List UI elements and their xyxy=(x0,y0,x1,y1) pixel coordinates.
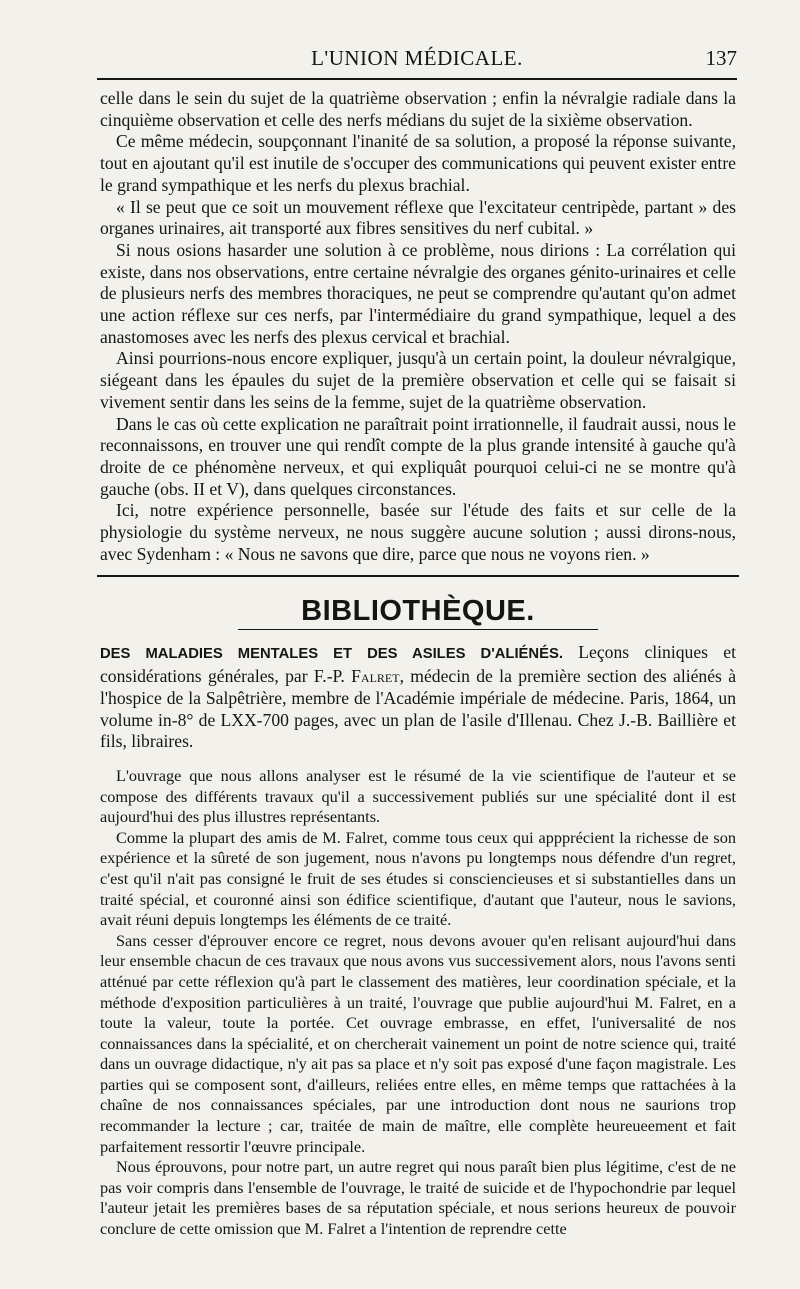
citation-lead: Leçons cliniques et considérations générales, par F.-P. xyxy=(100,642,737,687)
paragraph: Ce même médecin, soupçonnant l'inanité de sa solution, a proposé la réponse suivante, tout en ajoutant qu'il est inutile de s'occuper des communications qui peuvent exister entre le grand sympathique et les nerfs du plexus brachial. xyxy=(100,131,736,195)
quotation-paragraph: « Il se peut que ce soit un mouvement réflexe que l'excitateur centripède, partant » des organes urinaires, ait transporté aux fibres sensitives du nerf cubital. » xyxy=(100,196,736,239)
paragraph: Ici, notre expérience personnelle, basée sur l'étude des faits et sur celle de la physiologie du système nerveux, ne nous suggère aucune solution ; aussi dirons-nous, avec Sydenham : « Nous ne savons que dire, parce que nous ne voyons rien. » xyxy=(100,500,736,564)
citation-details: , médecin de la première section des aliénés à l'hospice de la Salpêtrière, membre de l'Académie impériale de médecine. Paris, 1864, un volume in-8° de LXX-700 pages, avec un plan de l'asile d'Illenau. Chez J.-B. Baillière et fils, libraires. xyxy=(100,666,736,752)
book-review xyxy=(100,766,736,1240)
paragraph: Ainsi pourrions-nous encore expliquer, jusqu'à un certain point, la douleur névralgique, siégeant dans les épaules du sujet de la première observation et celle qui se faisait si vivement sentir dans les seins de la femme, sujet de la quatrième observation. xyxy=(100,348,736,412)
section-title-underline xyxy=(238,629,598,630)
paragraph: celle dans le sein du sujet de la quatrième observation ; enfin la névralgie radiale dans la cinquième observation et celle des nerfs médians du sujet de la sixième observation. xyxy=(100,88,736,130)
page-number: 137 xyxy=(705,46,737,70)
page-body xyxy=(100,88,736,1240)
bibliographic-entry xyxy=(100,642,736,753)
paragraph: Dans le cas où cette explication ne paraîtrait point irrationnelle, il faudrait aussi, nous le reconnaissons, en trouver une qui rendît compte de la plus grande intensité à gauche qu'à droite de ce phénomène nerveux, et qui expliquât pourquoi celui-ci ne se montre qu'à gauche (obs. II et V), dans quelques circonstances. xyxy=(100,413,736,499)
bibliographic-citation xyxy=(100,642,736,753)
header-rule xyxy=(97,78,737,80)
article-continuation xyxy=(100,88,736,565)
page-header xyxy=(97,40,737,76)
paragraph: L'ouvrage que nous allons analyser est le résumé de la vie scientifique de l'auteur et se compose des différents travaux qu'il a successivement publiés sur une spécialité dont il est aujourd'hui des plus illustres représentants. xyxy=(100,765,736,827)
paragraph: Si nous osions hasarder une solution à ce problème, nous dirions : La corrélation qui existe, dans nos observations, entre certaine névralgie des organes génito-urinaires et celle de plusieurs nerfs des membres thoraciques, ne peut se comprendre qu'autant qu'on admet une action réflexe sur ces nerfs, par l'intermédiaire du grand sympathique, lequel a des anastomoses avec les nerfs des plexus cervical et brachial. xyxy=(100,239,736,347)
paragraph: Comme la plupart des amis de M. Falret, comme tous ceux qui appprécient la richesse de son expérience et la sûreté de son jugement, nous n'avons pu longtemps nous défendre d'un regret, c'est qu'il n'ait pas consigné le fruit de ses études si consciencieuses et si substantielles dans un traité spécial, et couronné ainsi son édifice scientifique, d'autant que l'auteur, nous le savions, avait réuni depuis longtemps les éléments de ce traité. xyxy=(100,827,736,930)
book-title: DES MALADIES MENTALES ET DES ASILES D'ALIÉNÉS. xyxy=(100,646,563,663)
section-divider xyxy=(97,575,739,577)
paragraph: Nous éprouvons, pour notre part, un autre regret qui nous paraît bien plus légitime, c'est de ne pas voir compris dans l'ensemble de l'ouvrage, le traité de suicide et de l'hypochondrie par lequel l'auteur jetait les premières bases de sa réputation spéciale, et nous serions heureux de pouvoir conclure de cette omission que M. Falret a l'intention de reprendre cette xyxy=(100,1157,736,1239)
running-title: L'UNION MÉDICALE. xyxy=(311,46,523,70)
section-title: BIBLIOTHÈQUE. xyxy=(301,595,535,628)
author-name: Falret xyxy=(351,666,400,687)
paragraph: Sans cesser d'éprouver encore ce regret, nous devons avouer qu'en relisant aujourd'hui dans leur ensemble chacun de ces travaux que nous avons vus successivement alors, nous l'avons senti atténué par cette réflexion qu'à part le classement des matières, leur coordination spéciale, et la méthode d'exposition particulières à un traité, l'ouvrage que publie aujourd'hui M. Falret, en a toute la valeur, toute la portée. Cet ouvrage embrasse, en effet, l'universalité de nos connaissances dans la spécialité, et on chercherait vainement un point de notre science qui, traité dans un ouvrage didactique, n'y ait pas sa place et n'y soit pas exposé d'une façon magistrale. Les parties qui se composent sont, d'ailleurs, reliées entre elles, en même temps que rattachées à la chaîne de nos connaissances spéciales, par une introduction dont nous ne saurions trop recommander la lecture ; car, traitée de main de maître, elle complète heureueement et fait parfaitement ressortir l'œuvre principale. xyxy=(100,930,736,1156)
